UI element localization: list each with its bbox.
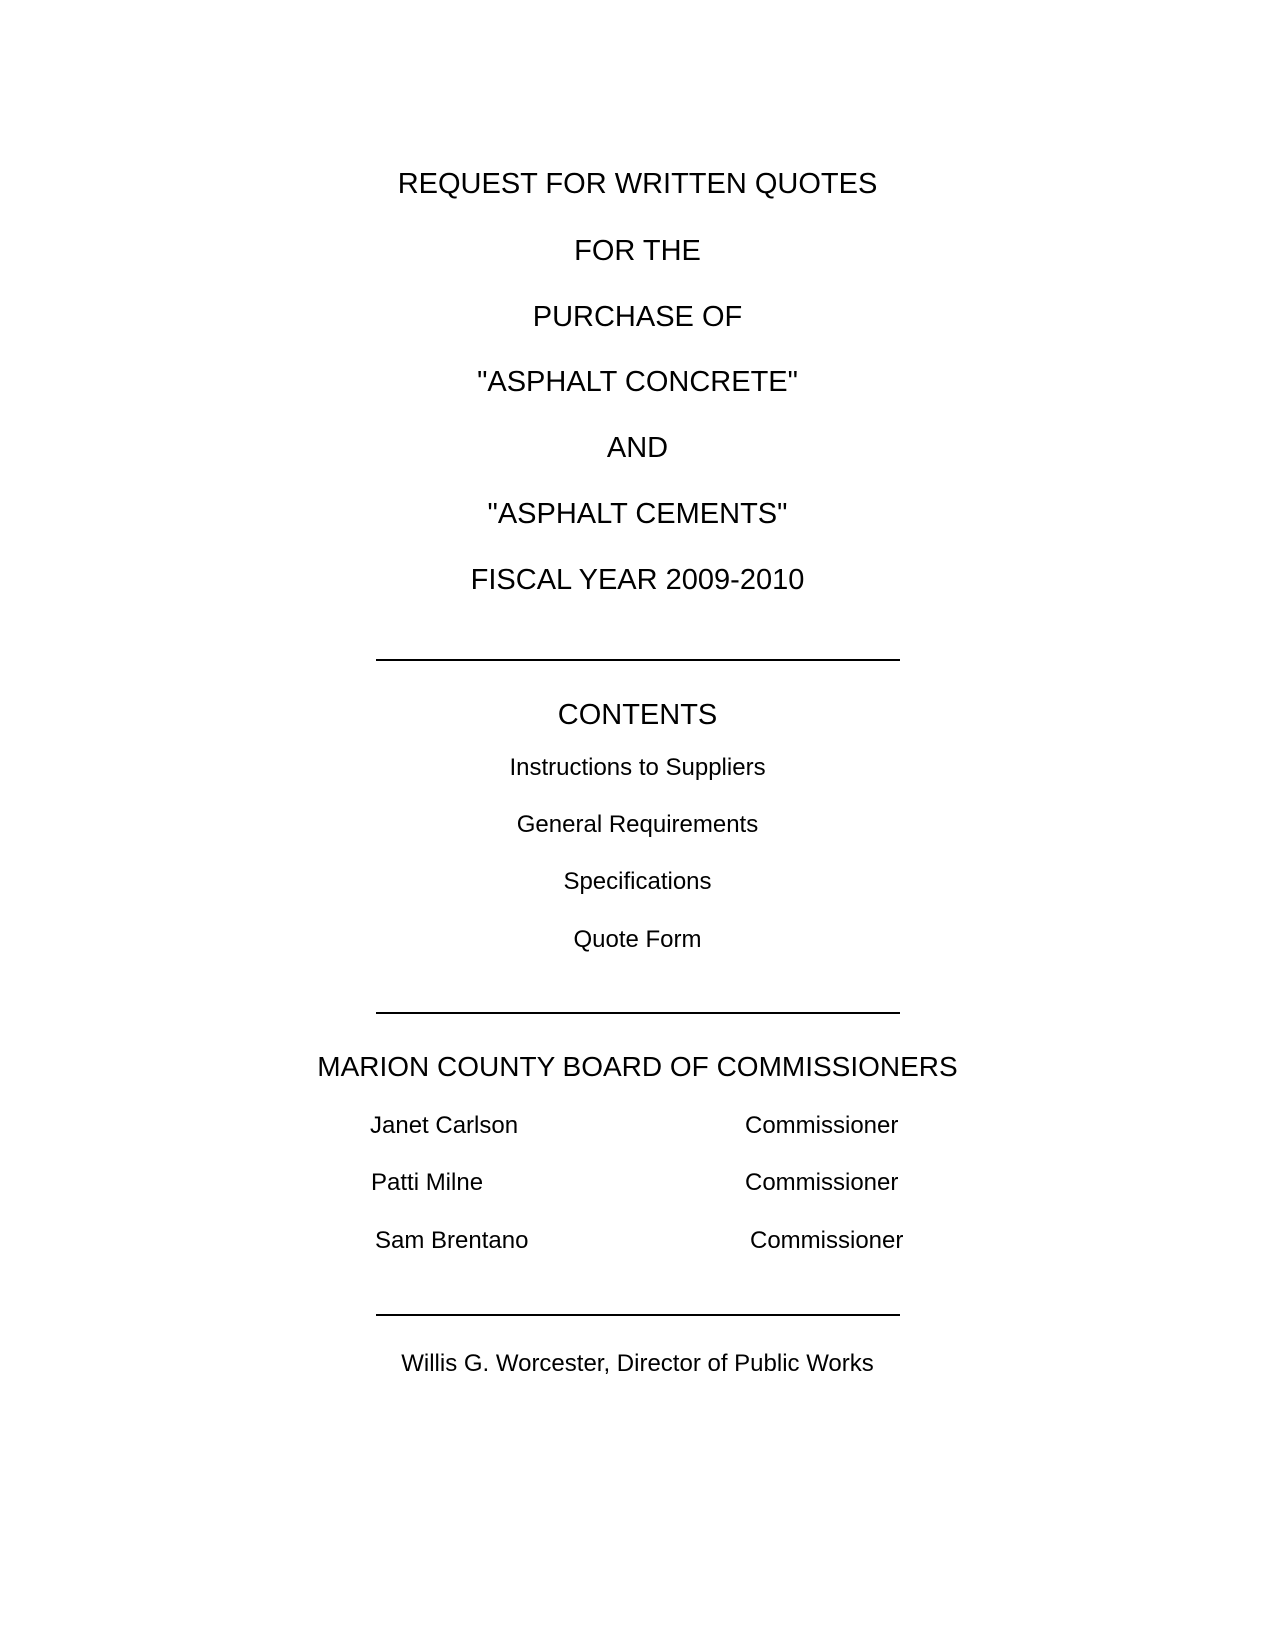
fiscal-year-line: FISCAL YEAR 2009-2010 (470, 564, 805, 596)
title-line-2: FOR THE (574, 235, 701, 267)
member-name-3: Sam Brentano (375, 1227, 529, 1254)
divider-2 (376, 1012, 900, 1014)
title-line-3: PURCHASE OF (532, 301, 743, 333)
contents-item-specifications: Specifications (563, 868, 712, 895)
title-line-1: REQUEST FOR WRITTEN QUOTES (397, 168, 878, 200)
contents-item-quote-form: Quote Form (573, 926, 702, 953)
title-line-6: "ASPHALT CEMENTS" (487, 498, 788, 530)
member-name-1: Janet Carlson (370, 1112, 519, 1139)
member-title-2: Commissioner (745, 1169, 899, 1196)
contents-item-general-requirements: General Requirements (516, 811, 759, 838)
title-line-5: AND (606, 432, 669, 464)
board-heading: MARION COUNTY BOARD OF COMMISSIONERS (317, 1051, 958, 1082)
divider-3 (376, 1314, 900, 1316)
contents-item-instructions: Instructions to Suppliers (509, 754, 766, 781)
director-line: Willis G. Worcester, Director of Public Works (401, 1350, 874, 1377)
member-title-3: Commissioner (750, 1227, 904, 1254)
contents-heading: CONTENTS (557, 699, 718, 731)
member-name-2: Patti Milne (371, 1169, 484, 1196)
title-line-4: "ASPHALT CONCRETE" (477, 366, 798, 398)
member-title-1: Commissioner (745, 1112, 899, 1139)
divider-1 (376, 659, 900, 661)
